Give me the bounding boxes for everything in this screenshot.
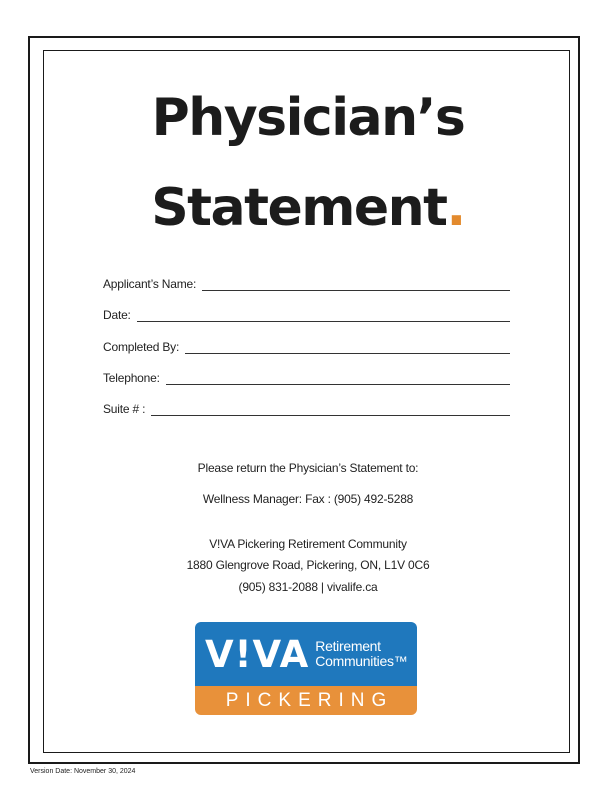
title-accent-dot: .: [446, 178, 465, 238]
telephone-label: Telephone:: [103, 371, 160, 385]
logo-tagline: [315, 639, 407, 669]
suite-label: Suite # :: [103, 402, 146, 416]
organization-phone-web: (905) 831-2088 | vivalife.ca: [238, 580, 378, 594]
suite-line[interactable]: [151, 403, 510, 416]
completed-by-line[interactable]: [185, 341, 510, 354]
wellness-manager-contact: Wellness Manager: Fax : (905) 492-5288: [202, 492, 414, 506]
completed-by-field: [103, 338, 510, 354]
telephone-field: [103, 369, 510, 385]
return-instruction: Please return the Physician’s Statement to:: [197, 461, 419, 475]
page-title-line-2: [0, 178, 616, 238]
logo-brand-text: V!VA: [205, 632, 310, 676]
logo-tagline-line-1: Retirement: [315, 638, 381, 654]
logo-tagline-line-2: Communities™: [315, 653, 408, 669]
logo-location-band: PICKERING: [195, 686, 417, 715]
date-line[interactable]: [137, 309, 510, 322]
page-title-line-1: [0, 88, 616, 148]
logo-brand-band: [195, 622, 417, 686]
version-date: Version Date: November 30, 2024: [30, 768, 136, 775]
date-field: [103, 306, 510, 322]
organization-address: 1880 Glengrove Road, Pickering, ON, L1V 0C6: [186, 558, 430, 572]
title-text-1: Physician’s: [151, 88, 465, 148]
organization-name: V!VA Pickering Retirement Community: [209, 537, 407, 551]
applicant-name-field: [103, 275, 510, 291]
title-text-2: Statement: [151, 178, 447, 238]
viva-pickering-logo: [195, 622, 417, 715]
applicant-name-label: Applicant’s Name:: [103, 277, 197, 291]
date-label: Date:: [103, 308, 131, 322]
completed-by-label: Completed By:: [103, 340, 180, 354]
telephone-line[interactable]: [166, 372, 510, 385]
suite-field: [103, 400, 510, 416]
applicant-name-line[interactable]: [202, 278, 510, 291]
